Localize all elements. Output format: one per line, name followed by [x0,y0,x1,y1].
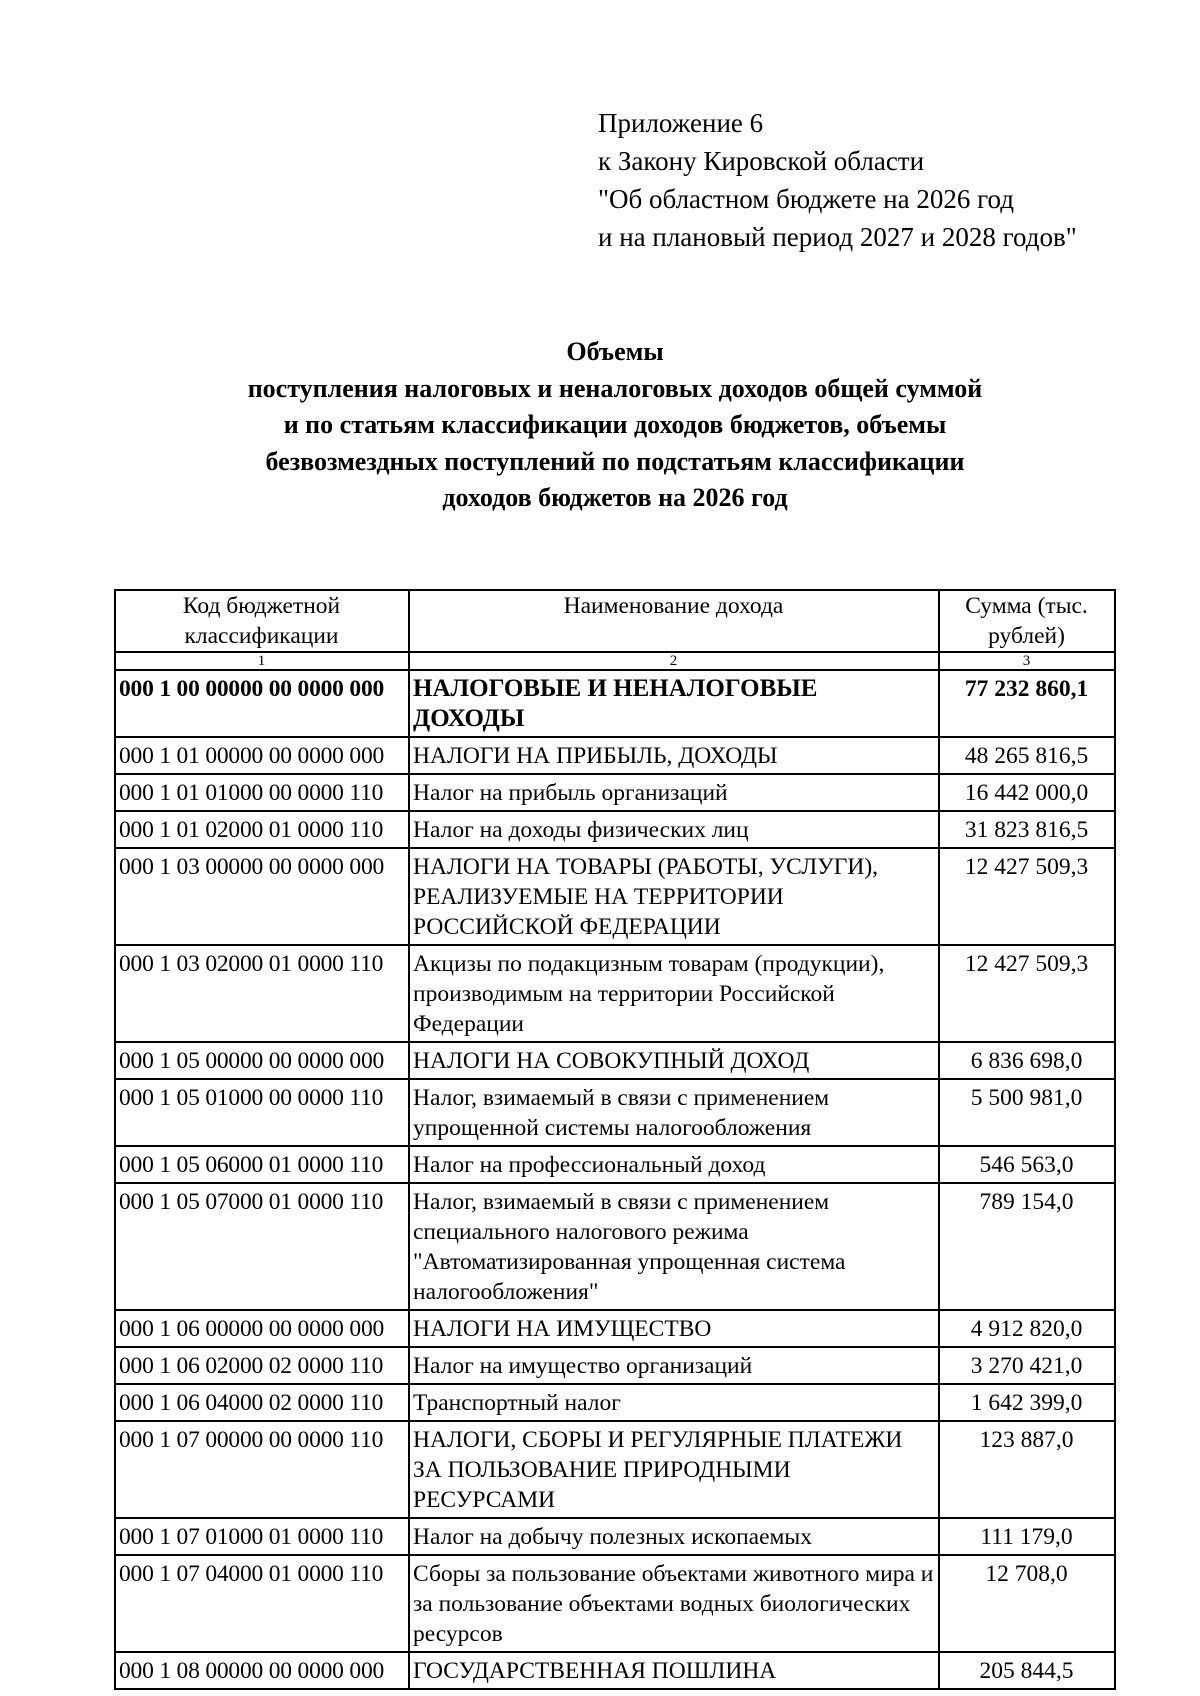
table-row [115,774,1115,811]
amount-cell: 6 836 698,0 [939,1042,1115,1079]
appendix-law-title: "Об областном бюджете на 2026 год [598,184,1014,214]
amount-cell: 12 708,0 [939,1555,1115,1652]
budget-code-cell: 000 1 00 00000 00 0000 000 [115,670,409,737]
amount-cell: 3 270 421,0 [939,1347,1115,1384]
amount-cell: 12 427 509,3 [939,848,1115,945]
amount-cell: 205 844,5 [939,1652,1115,1689]
revenue-name-cell: Сборы за пользование объектами животного мира и за пользование объектами водных биологических ресурсов [409,1555,939,1652]
header-code: Код бюджетной классификации [115,590,409,652]
revenue-name-cell: Акцизы по подакцизным товарам (продукции), производимым на территории Российской Федерации [409,945,939,1042]
title-line: поступления налоговых и неналоговых доходов общей суммой [247,373,983,403]
revenue-name-cell: Транспортный налог [409,1384,939,1421]
table-row [115,1310,1115,1347]
column-number: 3 [939,652,1115,670]
appendix-law: к Закону Кировской области [598,146,925,176]
table-row [115,1384,1115,1421]
budget-code-cell: 000 1 03 00000 00 0000 000 [115,848,409,945]
revenue-name-cell: ГОСУДАРСТВЕННАЯ ПОШЛИНА [409,1652,939,1689]
header-amount: Сумма (тыс. рублей) [939,590,1115,652]
table-row [115,1347,1115,1384]
table-row [115,811,1115,848]
column-number: 1 [115,652,409,670]
budget-code-cell: 000 1 06 00000 00 0000 000 [115,1310,409,1347]
budget-code-cell: 000 1 05 01000 00 0000 110 [115,1079,409,1146]
revenue-name-cell: НАЛОГИ НА ИМУЩЕСТВО [409,1310,939,1347]
column-number-row [115,652,1115,670]
appendix-reference [598,104,1077,256]
budget-code-cell: 000 1 05 06000 01 0000 110 [115,1146,409,1183]
revenue-name-cell: НАЛОГИ НА ТОВАРЫ (РАБОТЫ, УСЛУГИ), РЕАЛИЗУЕМЫЕ НА ТЕРРИТОРИИ РОССИЙСКОЙ ФЕДЕРАЦИИ [409,848,939,945]
amount-cell: 77 232 860,1 [939,670,1115,737]
revenue-name-cell: Налог, взимаемый в связи с применением упрощенной системы налогообложения [409,1079,939,1146]
revenue-name-cell: Налог на добычу полезных ископаемых [409,1518,939,1555]
table-row [115,1421,1115,1518]
table-row [115,1652,1115,1689]
budget-code-cell: 000 1 05 07000 01 0000 110 [115,1183,409,1310]
amount-cell: 31 823 816,5 [939,811,1115,848]
revenue-name-cell: НАЛОГОВЫЕ И НЕНАЛОГОВЫЕ ДОХОДЫ [409,670,939,737]
document-title [100,334,1130,517]
budget-code-cell: 000 1 06 04000 02 0000 110 [115,1384,409,1421]
table-row [115,737,1115,774]
table-row [115,1146,1115,1183]
title-line: безвозмездных поступлений по подстатьям классификации [265,446,965,476]
budget-code-cell: 000 1 07 04000 01 0000 110 [115,1555,409,1652]
revenue-name-cell: НАЛОГИ НА СОВОКУПНЫЙ ДОХОД [409,1042,939,1079]
amount-cell: 16 442 000,0 [939,774,1115,811]
budget-code-cell: 000 1 01 00000 00 0000 000 [115,737,409,774]
title-line: доходов бюджетов на 2026 год [442,483,788,512]
table-row [115,1079,1115,1146]
appendix-law-period: и на плановый период 2027 и 2028 годов" [598,222,1077,252]
amount-cell: 546 563,0 [939,1146,1115,1183]
budget-code-cell: 000 1 06 02000 02 0000 110 [115,1347,409,1384]
revenue-name-cell: Налог на доходы физических лиц [409,811,939,848]
budget-code-cell: 000 1 01 02000 01 0000 110 [115,811,409,848]
column-number: 2 [409,652,939,670]
header-name: Наименование дохода [409,590,939,652]
title-line: Объемы [566,337,664,366]
revenue-name-cell: Налог на имущество организаций [409,1347,939,1384]
table-row [115,1555,1115,1652]
revenue-name-cell: НАЛОГИ, СБОРЫ И РЕГУЛЯРНЫЕ ПЛАТЕЖИ ЗА ПОЛЬЗОВАНИЕ ПРИРОДНЫМИ РЕСУРСАМИ [409,1421,939,1518]
revenue-table [114,589,1116,1690]
revenue-name-cell: НАЛОГИ НА ПРИБЫЛЬ, ДОХОДЫ [409,737,939,774]
amount-cell: 1 642 399,0 [939,1384,1115,1421]
table-row [115,1518,1115,1555]
amount-cell: 4 912 820,0 [939,1310,1115,1347]
title-line: и по статьям классификации доходов бюджетов, объемы [283,410,947,439]
table-row [115,1183,1115,1310]
table-row [115,945,1115,1042]
revenue-name-cell: Налог, взимаемый в связи с применением специального налогового режима "Автоматизированная упрощенная система налогообложения" [409,1183,939,1310]
budget-code-cell: 000 1 08 00000 00 0000 000 [115,1652,409,1689]
budget-code-cell: 000 1 05 00000 00 0000 000 [115,1042,409,1079]
table-row [115,1042,1115,1079]
table-row [115,670,1115,737]
budget-code-cell: 000 1 01 01000 00 0000 110 [115,774,409,811]
table-body [115,670,1115,1689]
amount-cell: 12 427 509,3 [939,945,1115,1042]
appendix-number: Приложение 6 [598,108,764,138]
amount-cell: 123 887,0 [939,1421,1115,1518]
budget-code-cell: 000 1 07 01000 01 0000 110 [115,1518,409,1555]
table-row [115,848,1115,945]
amount-cell: 5 500 981,0 [939,1079,1115,1146]
revenue-name-cell: Налог на прибыль организаций [409,774,939,811]
table-header-row [115,590,1115,652]
budget-code-cell: 000 1 03 02000 01 0000 110 [115,945,409,1042]
amount-cell: 48 265 816,5 [939,737,1115,774]
revenue-name-cell: Налог на профессиональный доход [409,1146,939,1183]
budget-code-cell: 000 1 07 00000 00 0000 110 [115,1421,409,1518]
amount-cell: 789 154,0 [939,1183,1115,1310]
amount-cell: 111 179,0 [939,1518,1115,1555]
